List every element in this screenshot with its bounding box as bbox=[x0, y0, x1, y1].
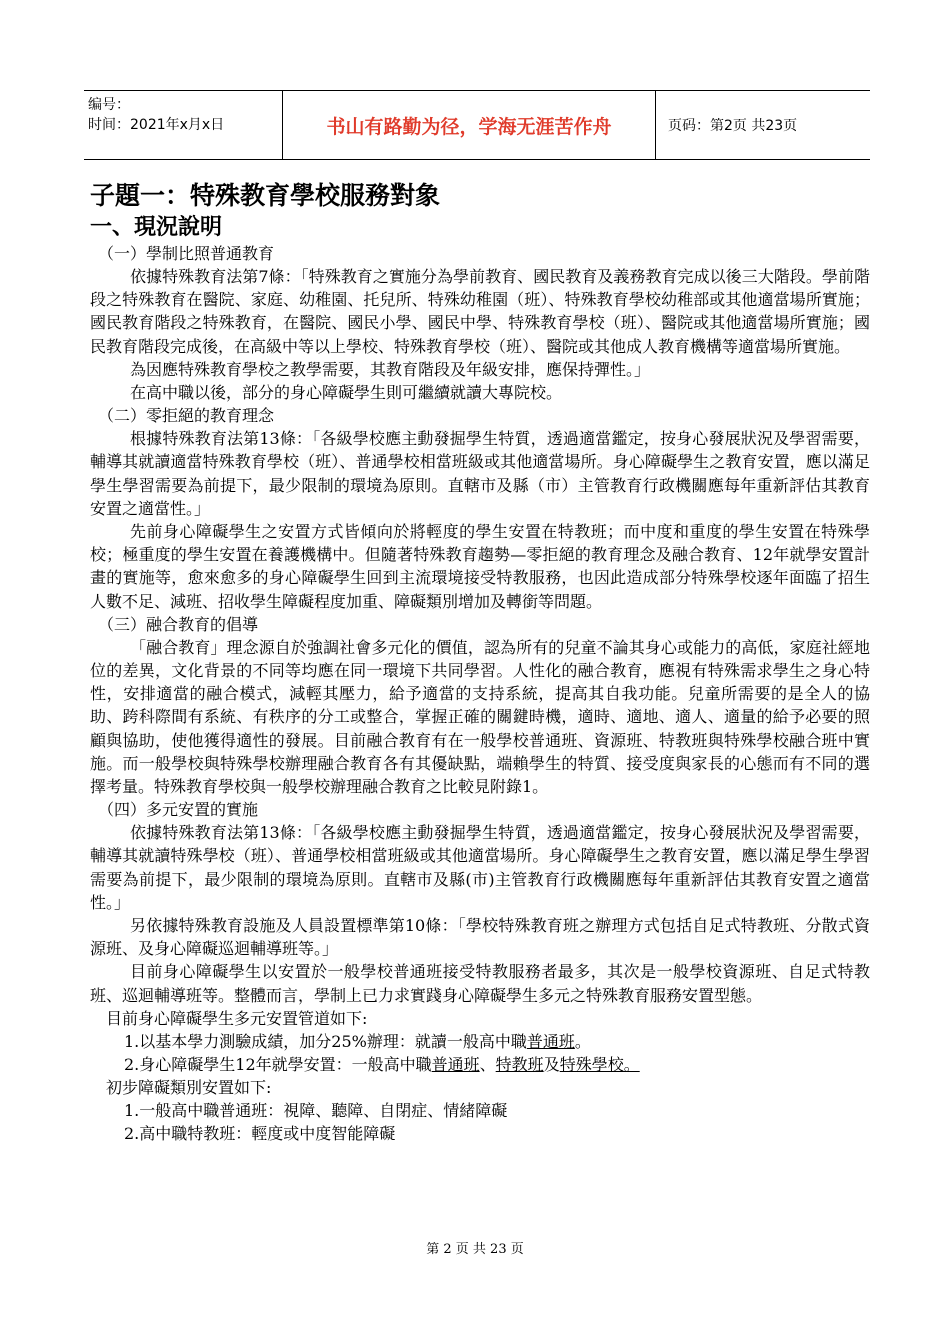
underlined-term: 普通班 bbox=[526, 1031, 575, 1051]
paragraph: 目前身心障礙學生以安置於一般學校普通班接受特教服務者最多，其次是一般學校資源班、自足式特教班、巡迴輔導班等。整體而言，學制上已力求實踐身心障礙學生多元之特殊教育服務安置型態。 bbox=[90, 962, 870, 1005]
list-item bbox=[90, 1053, 870, 1076]
item-text: 及 bbox=[543, 1054, 560, 1074]
header-meta bbox=[84, 91, 282, 159]
list-item bbox=[90, 1030, 870, 1053]
paragraph: 先前身心障礙學生之安置方式皆傾向於將輕度的學生安置在特教班；而中度和重度的學生安置在特殊學校；極重度的學生安置在養護機構中。但隨著特殊教育趨勢—零拒絕的教育理念及融合教育、12年就學安置計畫的實施等，愈來愈多的身心障礙學生回到主流環境接受特教服務，也因此造成部分特殊學校逐年面臨了招生人數不足、減班、招收學生障礙程度加重、障礙類別增加及轉銜等問題。 bbox=[90, 522, 870, 611]
paragraph: 在高中職以後，部分的身心障礙學生則可繼續就讀大專院校。 bbox=[130, 383, 563, 403]
page-header bbox=[84, 90, 870, 160]
subsection-title-1: （一）學制比照普通教育 bbox=[98, 244, 275, 263]
list-item: 1.一般高中職普通班：視障、聽障、自閉症、情緒障礙 bbox=[124, 1100, 508, 1120]
paragraph: 依據特殊教育法第7條：「特殊教育之實施分為學前教育、國民教育及義務教育完成以後三大階段。學前階段之特殊教育在醫院、家庭、幼稚園、托兒所、特殊幼稚園（班）、特殊教育學校幼稚部或其他適當場所實施；國民教育階段之特殊教育，在醫院、國民小學、國民中學、特殊教育學校（班）、醫院或其他適當場所實施；國民教育階段完成後，在高級中等以上學校、特殊教育學校（班）、醫院或其他成人教育機構等適當場所實施。 bbox=[90, 267, 870, 356]
underlined-term: 特教班 bbox=[495, 1054, 544, 1074]
item-text: 1.以基本學力測驗成績，加分25%辦理：就讀一般高中職 bbox=[124, 1031, 527, 1051]
serial-label: 编号： bbox=[88, 97, 130, 113]
list-lead: 目前身心障礙學生多元安置管道如下: bbox=[106, 1008, 368, 1028]
item-text: 。 bbox=[574, 1031, 591, 1051]
item-text: 2.身心障礙學生12年就學安置：一般高中職 bbox=[124, 1054, 432, 1074]
underlined-term: 特殊學校。 bbox=[559, 1054, 640, 1074]
paragraph: 另依據特殊教育設施及人員設置標準第10條：「學校特殊教育班之辦理方式包括自足式特教班、分散式資源班、及身心障礙巡迴輔導班等。」 bbox=[90, 916, 870, 959]
section-title: 一、現況說明 bbox=[90, 215, 223, 240]
document-body bbox=[90, 178, 870, 1145]
header-page-info: 页码：第2页 共23页 bbox=[668, 118, 798, 134]
list-item: 2.高中職特教班：輕度或中度智能障礙 bbox=[124, 1123, 396, 1143]
date-label: 时间：2021年x月x日 bbox=[88, 117, 225, 133]
paragraph: 「融合教育」理念源自於強調社會多元化的價值，認為所有的兒童不論其身心或能力的高低，家庭社經地位的差異，文化背景的不同等均應在同一環境下共同學習。人性化的融合教育，應視有特殊需求學生之身心特性，安排適當的融合模式，減輕其壓力，給予適當的支持系統，提高其自我功能。兒童所需要的是全人的協助、跨科際間有系統、有秩序的分工或整合，掌握正確的關鍵時機，適時、適地、適人、適量的給予必要的照顧與協助，使他獲得適性的發展。目前融合教育有在一般學校普通班、資源班、特教班與特殊學校融合班中實施。而一般學校與特殊學校辦理融合教育各有其優缺點，端賴學生的特質、接受度與家長的心態而有不同的選擇考量。特殊教育學校與一般學校辦理融合教育之比較見附錄1。 bbox=[90, 637, 870, 797]
subsection-title-4: （四）多元安置的實施 bbox=[98, 800, 259, 820]
underlined-term: 普通班 bbox=[431, 1054, 480, 1074]
paragraph: 依據特殊教育法第13條：「各級學校應主動發掘學生特質，透過適當鑑定，按身心發展狀況及學習需要，輔導其就讀特殊學校（班）、普通學校相當班級或其他適當場所。身心障礙學生之教育安置，應以滿足學生學習需要為前提下，最少限制的環境為原則。直轄市及縣(市)主管教育行政機關應每年重新評估其教育安置之適當性。」 bbox=[90, 823, 870, 912]
subsection-title-2: （二）零拒絕的教育理念 bbox=[98, 406, 275, 426]
header-motto: 书山有路勤为径，学海无涯苦作舟 bbox=[282, 91, 656, 159]
page-title: 子題一：特殊教育學校服務對象 bbox=[90, 181, 441, 210]
subsection-title-3: （三）融合教育的倡導 bbox=[98, 614, 259, 634]
paragraph: 根據特殊教育法第13條：「各級學校應主動發掘學生特質，透過適當鑑定，按身心發展狀況及學習需要，輔導其就讀適當特殊教育學校（班）、普通學校相當班級或其他適當場所。身心障礙學生之教育安置，應以滿足學生學習需要為前提下，最少限制的環境為原則。直轄市及縣（市）主管教育行政機關應每年重新評估其教育安置之適當性。」 bbox=[90, 429, 870, 518]
page-footer: 第 2 页 共 23 页 bbox=[426, 1242, 524, 1257]
item-text: 、 bbox=[479, 1054, 496, 1074]
list-lead: 初步障礙類別安置如下: bbox=[106, 1077, 272, 1097]
paragraph: 為因應特殊教育學校之教學需要，其教育階段及年級安排，應保持彈性。」 bbox=[130, 359, 651, 379]
